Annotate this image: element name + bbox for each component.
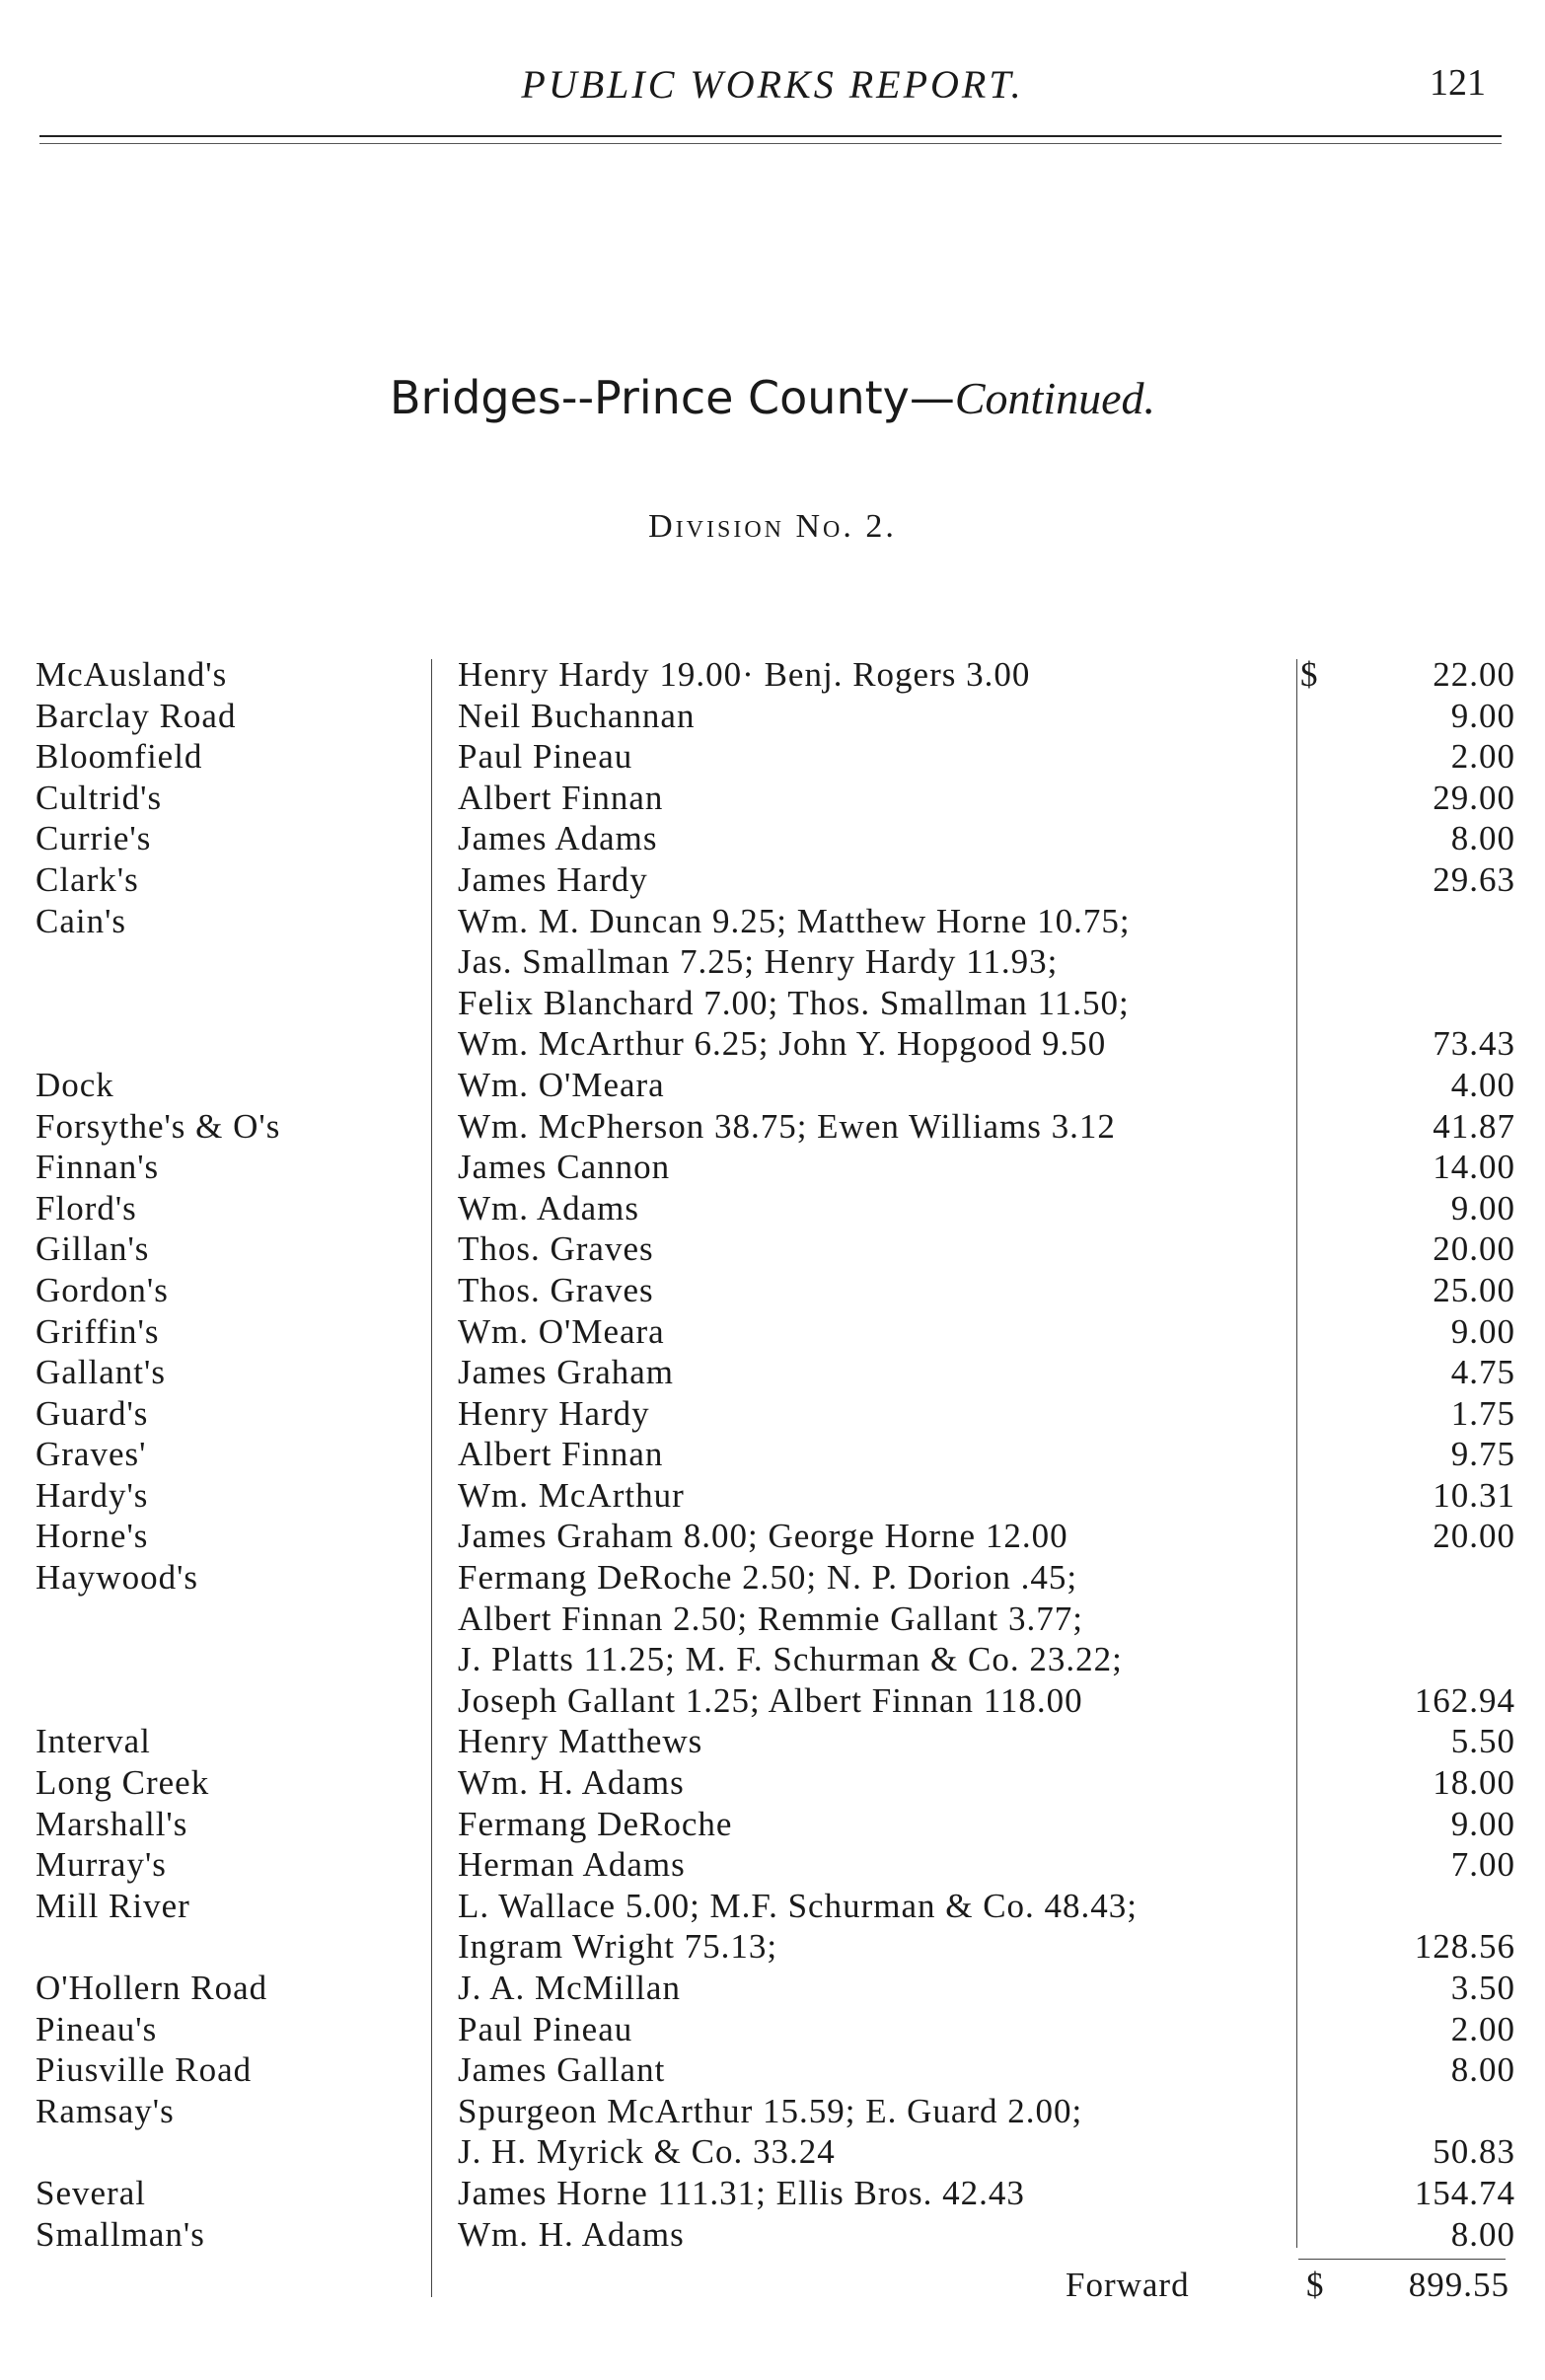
ledger-row xyxy=(36,655,1515,697)
ledger-place: Guard's xyxy=(36,1393,149,1433)
running-title: PUBLIC WORKS REPORT. xyxy=(521,62,1024,107)
ledger-row xyxy=(36,860,1515,902)
ledger-place: Griffin's xyxy=(36,1311,160,1351)
ledger-amount: 2.00 xyxy=(1450,2009,1515,2048)
ledger-row xyxy=(36,1681,1515,1723)
ledger-place: Currie's xyxy=(36,819,152,858)
ledger-amount: 162.94 xyxy=(1414,1680,1515,1720)
ledger-place: Gallant's xyxy=(36,1353,166,1392)
ledger-payees: Albert Finnan xyxy=(458,778,664,817)
section-title-continued: Continued. xyxy=(954,373,1156,423)
ledger-row xyxy=(36,1845,1515,1887)
ledger-row xyxy=(36,1517,1515,1558)
ledger-place: Smallman's xyxy=(36,2214,205,2254)
ledger-table xyxy=(36,655,1515,2256)
ledger-row xyxy=(36,1189,1515,1230)
ledger-place: Clark's xyxy=(36,859,139,899)
ledger-payees: James Adams xyxy=(458,819,658,858)
ledger-row xyxy=(36,1148,1515,1189)
ledger-amount: 29.00 xyxy=(1433,778,1515,817)
ledger-place: Pineau's xyxy=(36,2009,158,2048)
ledger-payees: Spurgeon McArthur 15.59; E. Guard 2.00; xyxy=(458,2091,1083,2130)
ledger-payees: Thos. Graves xyxy=(458,1270,654,1309)
ledger-place: Interval xyxy=(36,1722,151,1761)
ledger-row xyxy=(36,2174,1515,2215)
ledger-amount: 8.00 xyxy=(1450,2214,1515,2254)
ledger-payees: Fermang DeRoche 2.50; N. P. Dorion .45; xyxy=(458,1558,1078,1598)
ledger-payees: Henry Matthews xyxy=(458,1722,703,1761)
ledger-row xyxy=(36,2132,1515,2174)
ledger-payees: Joseph Gallant 1.25; Albert Finnan 118.00 xyxy=(458,1680,1083,1720)
ledger-amount: 20.00 xyxy=(1433,1229,1515,1269)
ledger-amount: 9.00 xyxy=(1450,1311,1515,1351)
ledger-row xyxy=(36,2215,1515,2257)
ledger-payees: Herman Adams xyxy=(458,1845,686,1885)
ledger-place: Marshall's xyxy=(36,1804,188,1843)
ledger-amount: 9.00 xyxy=(1450,1804,1515,1843)
ledger-place: Haywood's xyxy=(36,1558,199,1598)
ledger-amount: 4.75 xyxy=(1450,1353,1515,1392)
ledger-row xyxy=(36,1927,1515,1969)
ledger-row xyxy=(36,942,1515,984)
ledger-row xyxy=(36,902,1515,943)
ledger-row xyxy=(36,1640,1515,1681)
ledger-amount: 29.63 xyxy=(1433,859,1515,899)
ledger-payees: Wm. Adams xyxy=(458,1188,639,1227)
ledger-place: Flord's xyxy=(36,1188,137,1227)
section-title-main: Bridges--Prince County— xyxy=(389,371,955,424)
ledger-payees: Wm. H. Adams xyxy=(458,2214,685,2254)
currency-symbol: $ xyxy=(1300,655,1318,694)
ledger-place: Ramsay's xyxy=(36,2091,175,2130)
ledger-amount: 9.00 xyxy=(1450,696,1515,735)
page-header xyxy=(0,61,1545,120)
ledger-place: Cain's xyxy=(36,901,127,940)
ledger-place: Dock xyxy=(36,1065,114,1104)
ledger-amount: 18.00 xyxy=(1433,1763,1515,1803)
ledger-payees: Paul Pineau xyxy=(458,737,633,777)
ledger-payees: Henry Hardy xyxy=(458,1393,650,1433)
division-heading: Division No. 2. xyxy=(648,508,897,545)
ledger-payees: James Horne 111.31; Ellis Bros. 42.43 xyxy=(458,2173,1025,2212)
ledger-row xyxy=(36,1969,1515,2010)
ledger-row xyxy=(36,1599,1515,1641)
ledger-place: Horne's xyxy=(36,1517,149,1556)
ledger-place: Long Creek xyxy=(36,1763,210,1803)
ledger-place: Murray's xyxy=(36,1845,167,1885)
ledger-place: Gillan's xyxy=(36,1229,150,1269)
ledger-row xyxy=(36,2092,1515,2133)
ledger-payees: Henry Hardy 19.00· Benj. Rogers 3.00 xyxy=(458,655,1031,694)
ledger-amount: 73.43 xyxy=(1433,1024,1515,1064)
ledger-amount: 1.75 xyxy=(1450,1393,1515,1433)
ledger-payees: James Hardy xyxy=(458,859,648,899)
forward-total: 899.55 xyxy=(1408,2266,1509,2304)
ledger-row xyxy=(36,1353,1515,1394)
ledger-row xyxy=(36,1435,1515,1476)
ledger-amount: 2.00 xyxy=(1450,737,1515,777)
ledger-place: O'Hollern Road xyxy=(36,1969,268,2007)
ledger-place: Mill River xyxy=(36,1886,190,1925)
ledger-payees: L. Wallace 5.00; M.F. Schurman & Co. 48.43; xyxy=(458,1886,1139,1925)
ledger-amount: 154.74 xyxy=(1414,2173,1515,2212)
ledger-amount: 3.50 xyxy=(1450,1969,1515,2007)
ledger-payees: Felix Blanchard 7.00; Thos. Smallman 11.50; xyxy=(458,983,1130,1022)
header-rule xyxy=(39,135,1502,137)
page-number: 121 xyxy=(1430,62,1486,104)
ledger-amount: 9.00 xyxy=(1450,1188,1515,1227)
header-rule-secondary xyxy=(39,143,1502,144)
ledger-row xyxy=(36,1394,1515,1436)
ledger-payees: Wm. McArthur 6.25; John Y. Hopgood 9.50 xyxy=(458,1024,1107,1064)
ledger-row xyxy=(36,1763,1515,1805)
ledger-place: Piusville Road xyxy=(36,2050,253,2090)
ledger-place: Graves' xyxy=(36,1435,147,1474)
ledger-payees: Albert Finnan 2.50; Remmie Gallant 3.77; xyxy=(458,1599,1083,1638)
ledger-payees: J. Platts 11.25; M. F. Schurman & Co. 23.22; xyxy=(458,1640,1123,1679)
ledger-place: Bloomfield xyxy=(36,737,203,777)
ledger-row xyxy=(36,1312,1515,1354)
ledger-place: Several xyxy=(36,2173,146,2212)
ledger-amount: 10.31 xyxy=(1433,1475,1515,1515)
ledger-row xyxy=(36,1722,1515,1763)
ledger-amount: 14.00 xyxy=(1433,1148,1515,1187)
ledger-payees: Wm. M. Duncan 9.25; Matthew Horne 10.75; xyxy=(458,901,1131,940)
ledger-row xyxy=(36,1887,1515,1928)
ledger-row xyxy=(36,1024,1515,1066)
ledger-payees: James Gallant xyxy=(458,2050,666,2090)
ledger-row xyxy=(36,1066,1515,1107)
ledger-row xyxy=(36,1805,1515,1846)
ledger-row xyxy=(36,984,1515,1025)
total-rule xyxy=(1298,2259,1506,2260)
ledger-amount: 41.87 xyxy=(1433,1106,1515,1146)
forward-row xyxy=(0,2266,1545,2309)
ledger-amount: 5.50 xyxy=(1450,1722,1515,1761)
ledger-row xyxy=(36,2010,1515,2051)
ledger-row xyxy=(36,1107,1515,1149)
ledger-payees: Wm. O'Meara xyxy=(458,1065,665,1104)
ledger-place: Finnan's xyxy=(36,1148,160,1187)
ledger-payees: James Graham xyxy=(458,1353,675,1392)
ledger-place: Gordon's xyxy=(36,1270,169,1309)
ledger-row xyxy=(36,819,1515,860)
ledger-amount: 128.56 xyxy=(1414,1927,1515,1967)
ledger-row xyxy=(36,779,1515,820)
ledger-payees: Ingram Wright 75.13; xyxy=(458,1927,778,1967)
ledger-place: Forsythe's & O's xyxy=(36,1106,281,1146)
ledger-place: Cultrid's xyxy=(36,778,163,817)
ledger-payees: James Graham 8.00; George Horne 12.00 xyxy=(458,1517,1068,1556)
ledger-row xyxy=(36,1476,1515,1518)
ledger-row xyxy=(36,737,1515,779)
ledger-row xyxy=(36,2050,1515,2092)
section-title xyxy=(0,371,1545,424)
ledger-place: McAusland's xyxy=(36,655,228,694)
ledger-row xyxy=(36,1271,1515,1312)
ledger-payees: Wm. H. Adams xyxy=(458,1763,685,1803)
ledger-payees: James Cannon xyxy=(458,1148,671,1187)
ledger-payees: Thos. Graves xyxy=(458,1229,654,1269)
ledger-payees: J. A. McMillan xyxy=(458,1969,681,2007)
ledger-payees: Paul Pineau xyxy=(458,2009,633,2048)
ledger-amount: 4.00 xyxy=(1450,1065,1515,1104)
ledger-amount: 7.00 xyxy=(1450,1845,1515,1885)
ledger-row xyxy=(36,1229,1515,1271)
forward-label: Forward xyxy=(1066,2266,1190,2304)
ledger-payees: Fermang DeRoche xyxy=(458,1804,733,1843)
ledger-place: Hardy's xyxy=(36,1475,149,1515)
ledger-amount: 8.00 xyxy=(1450,2050,1515,2090)
ledger-payees: Jas. Smallman 7.25; Henry Hardy 11.93; xyxy=(458,942,1059,982)
ledger-payees: J. H. Myrick & Co. 33.24 xyxy=(458,2132,836,2172)
ledger-amount: 50.83 xyxy=(1433,2132,1515,2172)
ledger-amount: 22.00 xyxy=(1433,655,1515,694)
ledger-row xyxy=(36,697,1515,738)
ledger-payees: Wm. McPherson 38.75; Ewen Williams 3.12 xyxy=(458,1106,1116,1146)
ledger-payees: Albert Finnan xyxy=(458,1435,664,1474)
ledger-amount: 20.00 xyxy=(1433,1517,1515,1556)
forward-currency-symbol: $ xyxy=(1306,2266,1324,2304)
ledger-row xyxy=(36,1558,1515,1599)
ledger-payees: Wm. O'Meara xyxy=(458,1311,665,1351)
ledger-amount: 9.75 xyxy=(1450,1435,1515,1474)
ledger-payees: Neil Buchannan xyxy=(458,696,696,735)
ledger-amount: 25.00 xyxy=(1433,1270,1515,1309)
ledger-payees: Wm. McArthur xyxy=(458,1475,685,1515)
ledger-amount: 8.00 xyxy=(1450,819,1515,858)
ledger-place: Barclay Road xyxy=(36,696,237,735)
